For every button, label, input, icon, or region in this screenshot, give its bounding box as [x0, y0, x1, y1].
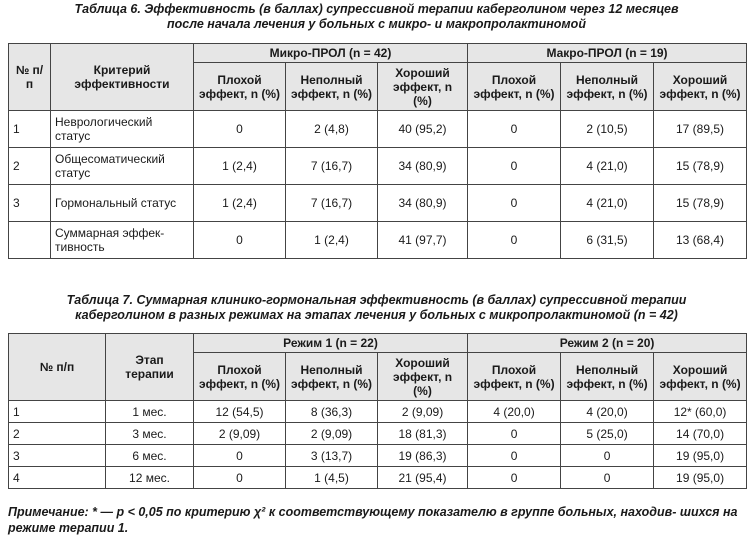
table7-header-row1 [9, 334, 747, 353]
table-cell: 15 (78,9) [654, 148, 747, 185]
row-criterion: Суммарная эффек- тивность [51, 222, 194, 259]
table7-caption-line1: Таблица 7. Суммарная клинико-гормональная эффективность (в баллах) супрессивной терапии [66, 293, 687, 307]
table7-caption [0, 293, 753, 323]
table-cell: 4 (20,0) [468, 401, 561, 423]
table-cell: 15 (78,9) [654, 185, 747, 222]
table7-sub-header: Неполный эффект, n (%) [286, 353, 378, 401]
table6-col-criterion: Критерий эффективности [51, 44, 194, 111]
table-cell: 1 (2,4) [286, 222, 378, 259]
table-cell: 2 (9,09) [378, 401, 468, 423]
table-cell: 0 [194, 445, 286, 467]
table6 [8, 43, 747, 259]
table-cell: 1 (2,4) [194, 148, 286, 185]
table7-sub-header: Хороший эффект, n (%) [654, 353, 747, 401]
table-row [9, 445, 747, 467]
table-cell: 1 (4,5) [286, 467, 378, 489]
table-cell: 4 (21,0) [561, 148, 654, 185]
table-cell: 8 (36,3) [286, 401, 378, 423]
table6-sub-header: Неполный эффект, n (%) [561, 63, 654, 111]
table6-sub-header: Хороший эффект, n (%) [654, 63, 747, 111]
table-cell: 0 [561, 467, 654, 489]
table-cell: 41 (97,7) [378, 222, 468, 259]
table7-caption-line2: каберголином в разных режимах на этапах лечения у больных с микропролактиномой (n = 42) [75, 308, 678, 322]
table-cell: 21 (95,4) [378, 467, 468, 489]
table-cell: 19 (95,0) [654, 467, 747, 489]
table-row [9, 423, 747, 445]
table-cell: 0 [561, 445, 654, 467]
row-criterion: Гормональный статус [51, 185, 194, 222]
table-cell: 0 [468, 185, 561, 222]
row-number [9, 222, 51, 259]
table-row [9, 185, 747, 222]
row-stage: 12 мес. [106, 467, 194, 489]
table-cell: 34 (80,9) [378, 148, 468, 185]
table-cell: 4 (20,0) [561, 401, 654, 423]
table6-sub-header: Плохой эффект, n (%) [468, 63, 561, 111]
table-row [9, 148, 747, 185]
table-cell: 12 (54,5) [194, 401, 286, 423]
row-number: 1 [9, 401, 106, 423]
table-cell: 13 (68,4) [654, 222, 747, 259]
table-cell: 7 (16,7) [286, 185, 378, 222]
table6-caption-line1: Таблица 6. Эффективность (в баллах) супрессивной терапии каберголином через 12 месяцев [74, 2, 679, 16]
table-cell: 18 (81,3) [378, 423, 468, 445]
table-row [9, 401, 747, 423]
table-cell: 0 [194, 222, 286, 259]
table-cell: 3 (13,7) [286, 445, 378, 467]
table-cell: 2 (4,8) [286, 111, 378, 148]
table6-sub-header: Хороший эффект, n (%) [378, 63, 468, 111]
table6-caption-line2: после начала лечения у больных с микро- и макропролактиномой [167, 17, 586, 31]
table7-sub-header: Плохой эффект, n (%) [468, 353, 561, 401]
table6-caption [0, 2, 753, 32]
row-number: 3 [9, 185, 51, 222]
table6-sub-header: Плохой эффект, n (%) [194, 63, 286, 111]
table-cell: 0 [194, 467, 286, 489]
table7-group-r2: Режим 2 (n = 20) [468, 334, 747, 353]
table6-group-macro: Макро-ПРОЛ (n = 19) [468, 44, 747, 63]
table-cell: 40 (95,2) [378, 111, 468, 148]
table7-group-r1: Режим 1 (n = 22) [194, 334, 468, 353]
table-cell: 17 (89,5) [654, 111, 747, 148]
table-cell: 0 [468, 467, 561, 489]
table-note: Примечание: * — p < 0,05 по критерию χ² к соответствующему показателю в группе больных, находив- шихся на режиме терапии 1. [8, 505, 738, 535]
table-row [9, 222, 747, 259]
table-cell: 34 (80,9) [378, 185, 468, 222]
table-cell: 0 [468, 423, 561, 445]
table6-group-micro: Микро-ПРОЛ (n = 42) [194, 44, 468, 63]
table-cell: 7 (16,7) [286, 148, 378, 185]
row-number: 2 [9, 423, 106, 445]
table-cell: 19 (95,0) [654, 445, 747, 467]
table6-header-row1 [9, 44, 747, 63]
table-cell: 6 (31,5) [561, 222, 654, 259]
table7-sub-header: Плохой эффект, n (%) [194, 353, 286, 401]
table-cell: 4 (21,0) [561, 185, 654, 222]
table7-sub-header: Неполный эффект, n (%) [561, 353, 654, 401]
row-criterion: Общесоматический статус [51, 148, 194, 185]
table7-col-num: № п/п [9, 334, 106, 401]
table7-sub-header: Хороший эффект, n (%) [378, 353, 468, 401]
table-row [9, 111, 747, 148]
row-criterion: Неврологический статус [51, 111, 194, 148]
table-cell: 0 [468, 148, 561, 185]
row-number: 4 [9, 467, 106, 489]
table-cell: 2 (9,09) [286, 423, 378, 445]
table-cell: 1 (2,4) [194, 185, 286, 222]
row-stage: 3 мес. [106, 423, 194, 445]
table-cell: 0 [468, 445, 561, 467]
row-stage: 1 мес. [106, 401, 194, 423]
row-number: 2 [9, 148, 51, 185]
table-cell: 19 (86,3) [378, 445, 468, 467]
table7 [8, 333, 747, 489]
table-cell: 12* (60,0) [654, 401, 747, 423]
row-number: 3 [9, 445, 106, 467]
table-row [9, 467, 747, 489]
table-cell: 0 [468, 222, 561, 259]
table6-col-num: № п/п [9, 44, 51, 111]
row-stage: 6 мес. [106, 445, 194, 467]
table-cell: 2 (10,5) [561, 111, 654, 148]
table7-col-stage: Этап терапии [106, 334, 194, 401]
table-cell: 0 [194, 111, 286, 148]
table-cell: 2 (9,09) [194, 423, 286, 445]
table6-sub-header: Неполный эффект, n (%) [286, 63, 378, 111]
table-cell: 5 (25,0) [561, 423, 654, 445]
table-cell: 14 (70,0) [654, 423, 747, 445]
table-cell: 0 [468, 111, 561, 148]
row-number: 1 [9, 111, 51, 148]
